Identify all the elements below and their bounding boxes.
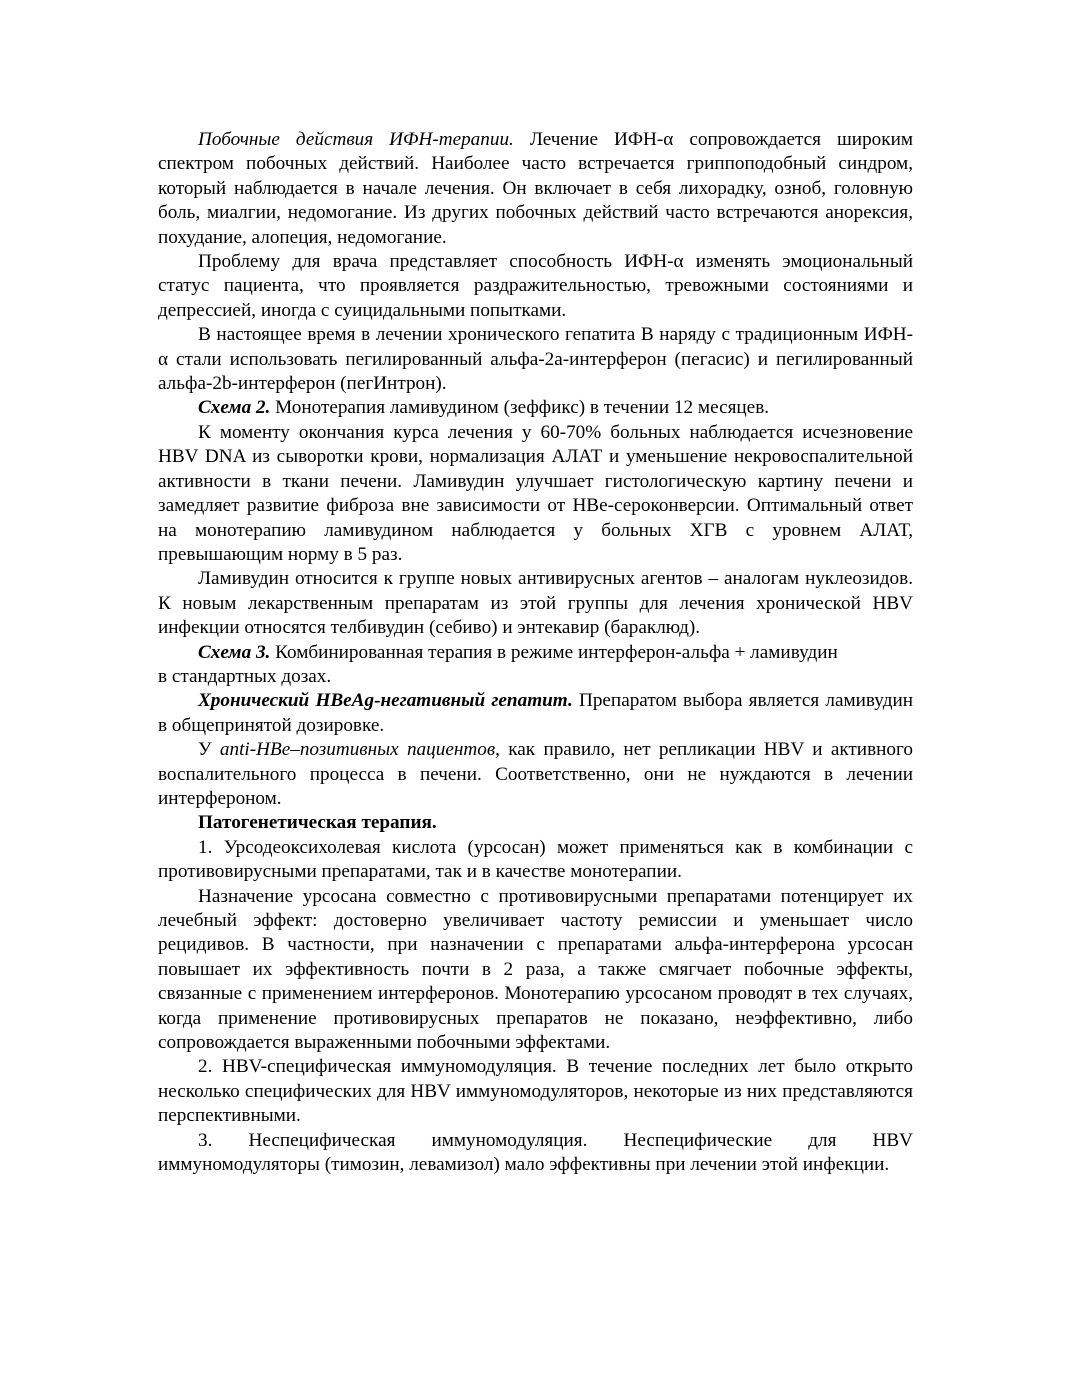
emotional-status-text: Проблему для врача представляет способность ИФН-α изменять эмоциональный статус пациента, что проявляется раздражительностью, тревожными состояниями и депрессией, иногда с суицидальными попытками. xyxy=(158,251,913,321)
scheme-3-text-line1: Комбинированная терапия в режиме интерферон-альфа + ламивудин xyxy=(270,641,838,663)
paragraph-pegylated-interferon xyxy=(158,323,913,396)
paragraph-emotional-status xyxy=(158,250,913,323)
pathogenetic-therapy-heading: Патогенетическая терапия. xyxy=(198,812,437,834)
paragraph-lamivudine-results xyxy=(158,421,913,567)
scheme-2-text: Монотерапия ламивудином (зеффикс) в течении 12 месяцев. xyxy=(270,397,770,419)
ursosan-prescription-text: Назначение урсосана совместно с противовирусными препаратами потенцирует их лечебный эффект: достоверно увеличивает частоту ремиссии и уменьшает число рецидивов. В частности, при назначении с препаратами альфа-интерферона урсосан повышает их эффективность почти в 2 раза, а также смягчает побочные эффекты, связанные с применением интерферонов. Монотерапию урсосаном проводят в тех случаях, когда применение противовирусных препаратов не показано, неэффективно, либо сопровождается выраженными побочными эффектами. xyxy=(158,885,913,1054)
paragraph-ursodeoxycholic xyxy=(158,836,913,885)
paragraph-nonspecific-immunomodulation xyxy=(158,1129,913,1178)
paragraph-specific-immunomodulation xyxy=(158,1055,913,1128)
paragraph-ursosan-prescription xyxy=(158,885,913,1056)
specific-immunomodulation-text: 2. HBV-специфическая иммуномодуляция. В течение последних лет было открыто несколько специфических для HBV иммуномодуляторов, некоторые из них представляются перспективными. xyxy=(158,1056,913,1127)
lamivudine-results-text: К моменту окончания курса лечения у 60-70% больных наблюдается исчезновение HBV DNA из сыворотки крови, нормализация АЛАТ и уменьшение некровоспалительной активности в ткани печени. Ламивудин улучшает гистологическую картину печени и замедляет развитие фиброза вне зависимости от HBe-сероконверсии. Оптимальный ответ на монотерапию ламивудином наблюдается у больных ХГВ с уровнем АЛАТ, превышающим норму в 5 раз. xyxy=(158,421,913,565)
paragraph-scheme-3 xyxy=(158,641,913,690)
ursodeoxycholic-text: 1. Урсодеоксихолевая кислота (урсосан) может применяться как в комбинации с противовирусными препаратами, так и в качестве монотерапии. xyxy=(158,836,913,883)
anti-hbe-term: anti-HBe–позитивных пациентов xyxy=(219,739,496,761)
scheme-2-label: Схема 2. xyxy=(198,397,271,419)
paragraph-anti-hbe xyxy=(158,738,913,811)
nonspecific-immunomodulation-text: 3. Неспецифическая иммуномодуляция. Неспецифические для HBV иммуномодуляторы (тимозин, левамизол) мало эффективны при лечении этой инфекции. xyxy=(158,1129,913,1176)
scheme-3-text-line2: в стандартных дозах. xyxy=(158,665,332,687)
pegylated-interferon-text: В настоящее время в лечении хронического гепатита В наряду с традиционным ИФН-α стали использовать пегилированный альфа-2a-интерферон (пегасис) и пегилированный альфа-2b-интерферон (пегИнтрон). xyxy=(158,324,913,395)
document-page xyxy=(158,128,913,1177)
scheme-3-label: Схема 3. xyxy=(198,641,271,663)
paragraph-side-effects xyxy=(158,128,913,250)
paragraph-scheme-2 xyxy=(158,396,913,420)
hbeag-negative-heading: Хронический HBeAg-негативный гепатит. xyxy=(198,690,573,712)
paragraph-pathogenetic-heading xyxy=(158,811,913,835)
paragraph-nucleoside-analogs xyxy=(158,567,913,640)
nucleoside-analogs-text: Ламивудин относится к группе новых антивирусных агентов – аналогам нуклеозидов. К новым лекарственным препаратам из этой группы для лечения хронической HBV инфекции относятся телбивудин (себиво) и энтекавир (бараклюд). xyxy=(158,568,913,639)
anti-hbe-text: , как правило, нет репликации HBV и активного воспалительного процесса в печени. Соответственно, они не нуждаются в лечении интерфероном. xyxy=(158,739,913,809)
side-effects-heading: Побочные действия ИФН-терапии. xyxy=(198,129,514,150)
anti-hbe-prefix: У xyxy=(198,739,220,761)
paragraph-hbeag-negative xyxy=(158,689,913,738)
side-effects-text: Лечение ИФН-α сопровождается широким спектром побочных действий. Наиболее часто встречается гриппоподобный синдром, который наблюдается в начале лечения. Он включает в себя лихорадку, озноб, головную боль, миалгии, недомогание. Из других побочных действий часто встречаются анорексия, похудание, алопеция, недомогание. xyxy=(158,129,913,248)
hbeag-negative-text: Препаратом выбора является ламивудин в общепринятой дозировке. xyxy=(158,690,913,736)
